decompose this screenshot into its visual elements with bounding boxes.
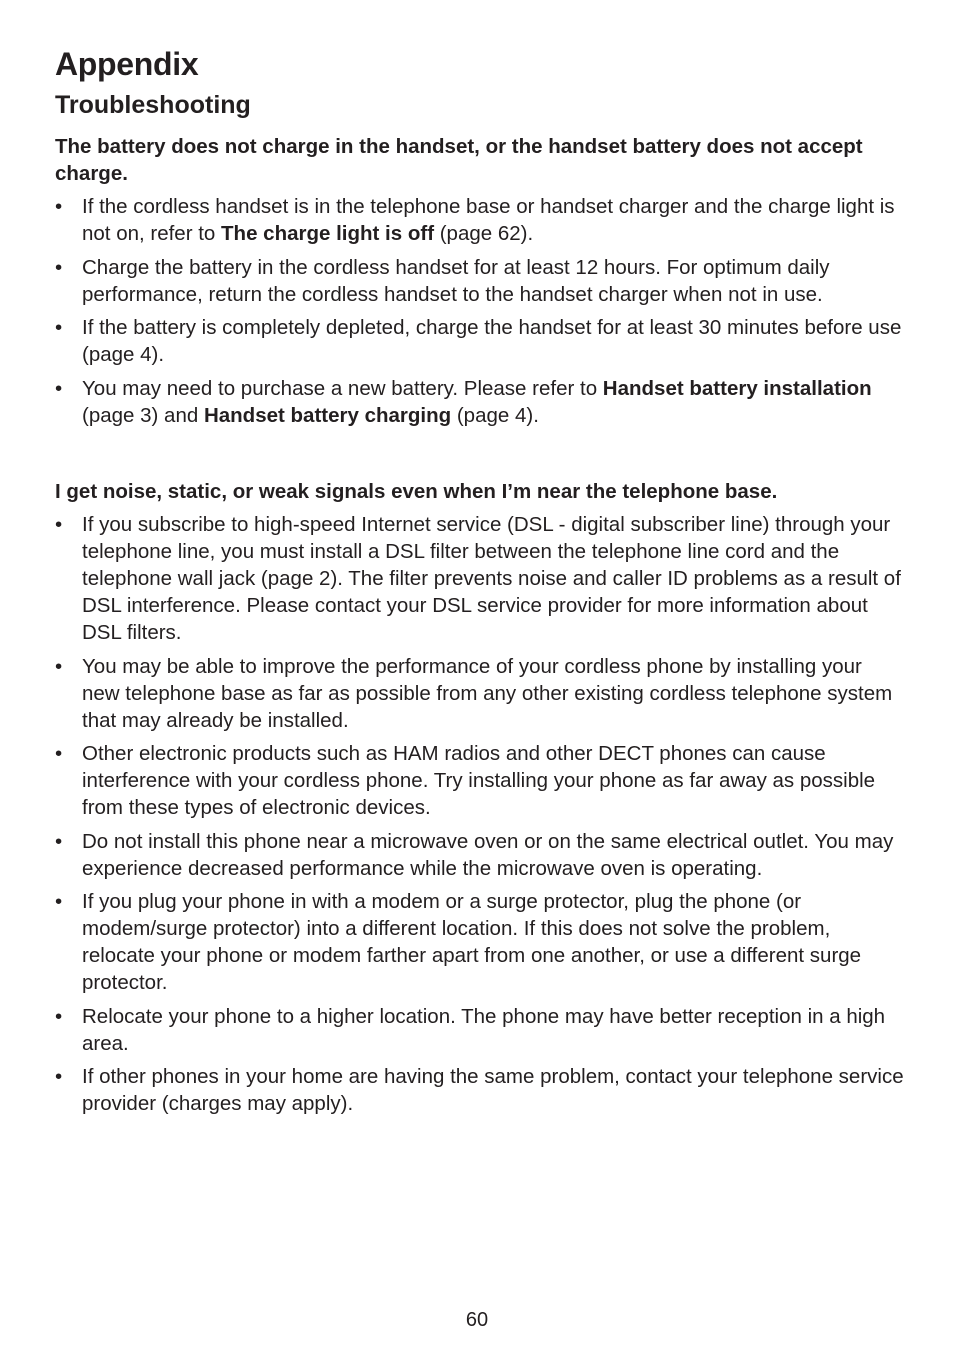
list-item <box>55 511 905 646</box>
list-item <box>55 828 905 882</box>
list-item <box>55 1063 905 1117</box>
page-number: 60 <box>465 1309 489 1331</box>
list-item <box>55 314 905 368</box>
list-item <box>55 740 905 821</box>
list-item <box>55 254 905 308</box>
list-item <box>55 1003 905 1057</box>
section-title: Troubleshooting <box>55 91 251 119</box>
item-text: You may need to purchase a new battery. Please refer to <box>82 376 603 400</box>
item-text: If you plug your phone in with a modem or a surge protector, plug the phone (or modem/surge protector) into a different location. If this does not solve the problem, relocate your phone or modem farther apart from one another, or use a different surge protector. <box>82 890 862 994</box>
list-item <box>55 653 905 734</box>
item-text: Other electronic products such as HAM radios and other DECT phones can cause interference with your cordless phone. Try installing your phone as far away as possible from these types of electronic devices. <box>82 742 876 819</box>
item-text: (page 3) and <box>82 403 204 427</box>
item-text: If the battery is completely depleted, charge the handset for at least 30 minutes before use (page 4). <box>82 316 902 366</box>
battery-question: The battery does not charge in the handset, or the handset battery does not accept charge. <box>55 135 863 185</box>
list-item <box>55 193 905 247</box>
noise-question: I get noise, static, or weak signals even when I’m near the telephone base. <box>55 480 778 503</box>
item-text: If other phones in your home are having the same problem, contact your telephone service provider (charges may apply). <box>82 1065 904 1115</box>
item-text: Do not install this phone near a microwave oven or on the same electrical outlet. You may experience decreased performance while the microwave oven is operating. <box>82 829 894 880</box>
item-text: (page 62). <box>434 222 534 245</box>
cross-reference: The charge light is off <box>221 222 435 245</box>
list-item <box>55 888 905 996</box>
item-text: If the cordless handset is in the telephone base or handset charger and the charge light is not on, refer to <box>82 195 895 245</box>
noise-solutions-list <box>55 511 905 1117</box>
battery-section <box>55 133 905 435</box>
item-text: Relocate your phone to a higher location. The phone may have better reception in a high area. <box>82 1004 886 1055</box>
battery-solutions-list <box>55 193 905 429</box>
noise-section <box>55 478 905 1124</box>
cross-reference: Handset battery installation <box>602 376 872 400</box>
list-item <box>55 375 905 429</box>
item-text: (page 4). <box>451 403 539 427</box>
item-text: Charge the battery in the cordless handset for at least 12 hours. For optimum daily performance, return the cordless handset to the handset charger when not in use. <box>82 255 830 306</box>
page-title: Appendix <box>55 46 199 82</box>
item-text: If you subscribe to high-speed Internet service (DSL - digital subscriber line) through your telephone line, you must install a DSL filter between the telephone line cord and the telephone wall jack (page 2). The filter prevents noise and caller ID problems as a result of DSL interference. Please contact your DSL service provider for more information about DSL filters. <box>82 513 901 644</box>
item-text: You may be able to improve the performance of your cordless phone by installing your new telephone base as far as possible from any other existing cordless telephone system that may already be installed. <box>82 654 893 732</box>
cross-reference: Handset battery charging <box>203 403 452 427</box>
